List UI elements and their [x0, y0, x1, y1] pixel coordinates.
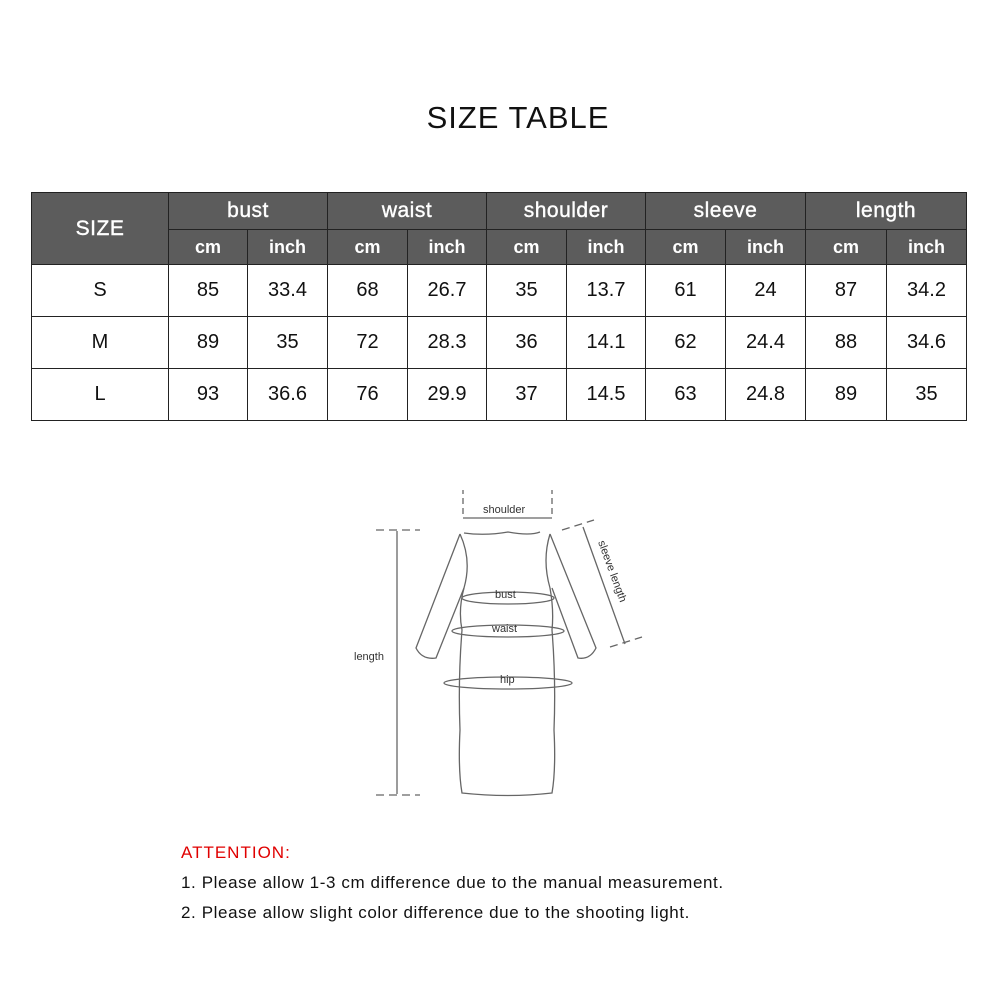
value-cell: 87	[806, 265, 887, 317]
column-group-header: length	[806, 193, 967, 230]
unit-header: inch	[887, 230, 967, 265]
size-header: SIZE	[32, 193, 169, 265]
sleeve-length-label: sleeve length	[595, 538, 629, 604]
column-group-header: waist	[328, 193, 487, 230]
unit-header: inch	[248, 230, 328, 265]
value-cell: 35	[487, 265, 567, 317]
size-cell: L	[32, 369, 169, 421]
value-cell: 34.2	[887, 265, 967, 317]
dress-measurement-diagram	[340, 480, 660, 810]
table-row	[32, 369, 967, 421]
value-cell: 14.5	[567, 369, 646, 421]
value-cell: 36	[487, 317, 567, 369]
column-group-header: sleeve	[646, 193, 806, 230]
unit-header: cm	[169, 230, 248, 265]
value-cell: 63	[646, 369, 726, 421]
value-cell: 34.6	[887, 317, 967, 369]
value-cell: 76	[328, 369, 408, 421]
hip-label: hip	[500, 674, 515, 686]
note-1: 1. Please allow 1-3 cm difference due to the manual measurement.	[181, 873, 724, 892]
shoulder-label: shoulder	[483, 504, 526, 516]
value-cell: 29.9	[408, 369, 487, 421]
unit-header: inch	[567, 230, 646, 265]
value-cell: 89	[806, 369, 887, 421]
unit-header: inch	[726, 230, 806, 265]
unit-header: cm	[328, 230, 408, 265]
value-cell: 24	[726, 265, 806, 317]
bust-label: bust	[495, 589, 516, 601]
value-cell: 93	[169, 369, 248, 421]
value-cell: 89	[169, 317, 248, 369]
value-cell: 35	[248, 317, 328, 369]
header-row	[32, 193, 967, 230]
note-2: 2. Please allow slight color difference due to the shooting light.	[181, 903, 690, 922]
value-cell: 24.4	[726, 317, 806, 369]
value-cell: 62	[646, 317, 726, 369]
value-cell: 72	[328, 317, 408, 369]
table-row	[32, 317, 967, 369]
value-cell: 61	[646, 265, 726, 317]
length-label: length	[354, 651, 384, 663]
value-cell: 36.6	[248, 369, 328, 421]
value-cell: 37	[487, 369, 567, 421]
column-group-header: shoulder	[487, 193, 646, 230]
value-cell: 85	[169, 265, 248, 317]
value-cell: 33.4	[248, 265, 328, 317]
value-cell: 28.3	[408, 317, 487, 369]
value-cell: 35	[887, 369, 967, 421]
size-table	[31, 192, 967, 421]
value-cell: 26.7	[408, 265, 487, 317]
value-cell: 14.1	[567, 317, 646, 369]
unit-header: cm	[646, 230, 726, 265]
column-group-header: bust	[169, 193, 328, 230]
page-title: SIZE TABLE	[426, 100, 610, 135]
value-cell: 68	[328, 265, 408, 317]
unit-header: inch	[408, 230, 487, 265]
waist-label: waist	[492, 623, 518, 635]
value-cell: 24.8	[726, 369, 806, 421]
size-cell: S	[32, 265, 169, 317]
table-row	[32, 265, 967, 317]
unit-header: cm	[806, 230, 887, 265]
unit-header: cm	[487, 230, 567, 265]
value-cell: 88	[806, 317, 887, 369]
unit-row	[32, 230, 967, 265]
value-cell: 13.7	[567, 265, 646, 317]
attention-heading: ATTENTION:	[181, 843, 291, 862]
size-cell: M	[32, 317, 169, 369]
